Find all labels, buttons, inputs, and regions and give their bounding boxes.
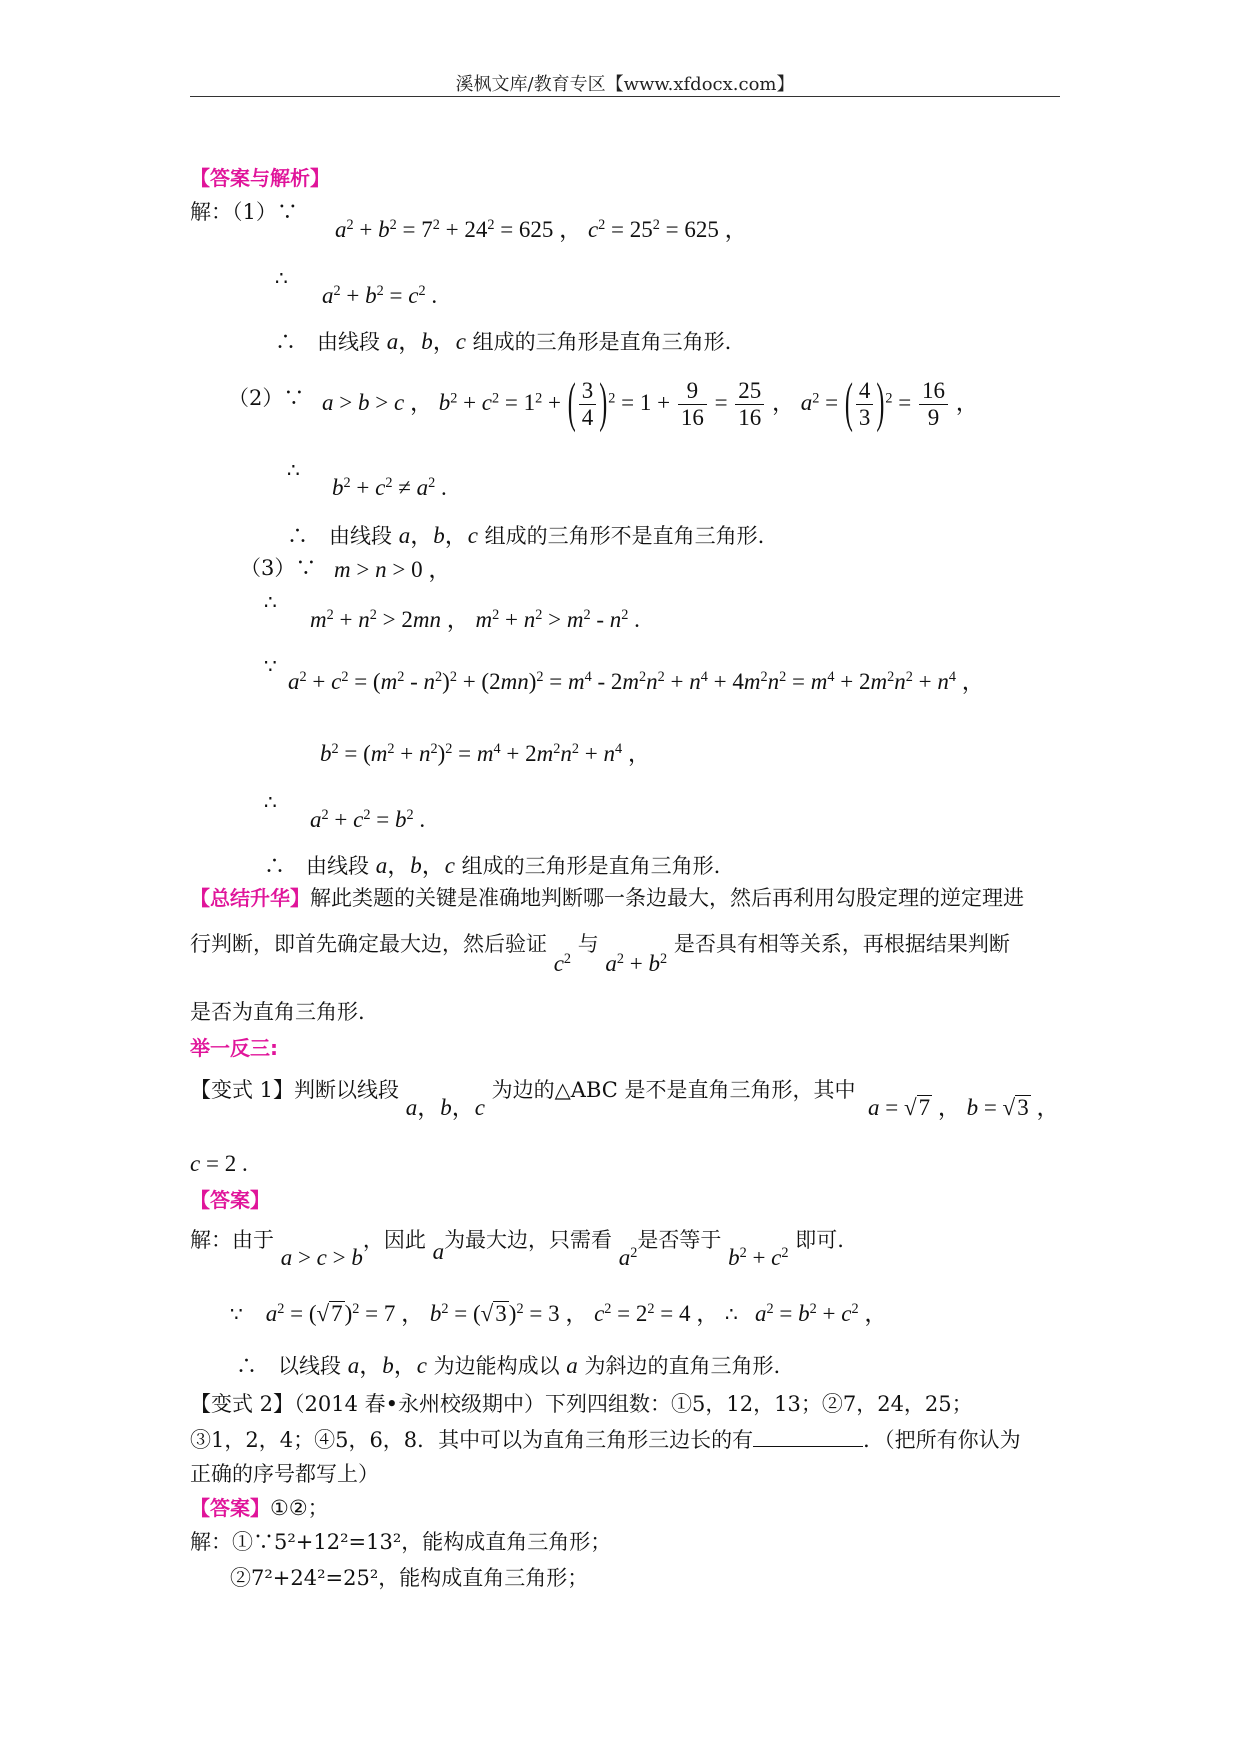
part2-conclusion-equation: $b^2 + c^2 \ne a^2$ . <box>332 475 447 500</box>
answer1-solve-b: ，因此 <box>362 1228 426 1252</box>
part1-intro: 解：（1）∵ <box>190 200 298 224</box>
frac-b-num: 9 <box>678 378 707 405</box>
answer1-solve-e: 即可. <box>795 1228 844 1252</box>
answer1-heading: 【答案】 <box>190 1188 270 1212</box>
answer1-solve-d: 是否等于 <box>637 1228 722 1252</box>
summary-heading: 【总结升华】 <box>190 886 310 910</box>
part3-expansion-b: $b^2 = (m^2 + n^2)^2 = m^4 + 2m^2n^2 + n^4$ ， <box>320 741 651 766</box>
variant1-text-a: 判断以线段 <box>294 1078 400 1102</box>
part1-conclusion-equation: $a^2 + b^2 = c^2$ . <box>322 283 438 308</box>
part3-expansion-ac: $a^2 + c^2 = (m^2 - n^2)^2 + (2mn)^2 = m^4 - 2m^2n^2 + n^4 + 4m^2n^2 = m^4 + 2m^2n^2 + n^4$ ， <box>288 669 985 694</box>
answer2-line <box>190 1496 329 1521</box>
variant2-label: 【变式 2】 <box>190 1392 295 1416</box>
part2-intro: （2）∵ <box>228 386 305 410</box>
frac-d-num: 4 <box>856 378 874 405</box>
answer1-concl-c: 为斜边的直角三角形. <box>584 1354 781 1378</box>
variant2-line-2 <box>190 1428 1021 1453</box>
part3-therefore-1: ∴ <box>264 590 277 614</box>
frac-b-den: 16 <box>680 405 704 431</box>
variant2-text-2b: ．（把所有你认为 <box>863 1428 1021 1452</box>
variant2-text-2a: ③1，2，4；④5，6，8．其中可以为直角三角形三边长的有 <box>190 1428 754 1452</box>
summary-line-3: 是否为直角三角形. <box>190 1000 365 1024</box>
answer1-concl-a: ∴ 以线段 <box>236 1354 341 1378</box>
answer1-concl-b: 为边能构成以 <box>433 1354 560 1378</box>
part3-inequalities: $m^2 + n^2 > 2mn$ ， $m^2 + n^2 > m^2 - n^2$ . <box>310 607 640 632</box>
part3-conclusion: ∴ 由线段 a，b，c 组成的三角形是直角三角形. <box>264 853 721 878</box>
variant1-label: 【变式 1】 <box>190 1078 295 1102</box>
frac-a-den: 4 <box>581 405 594 431</box>
frac-c-num: 25 <box>735 378 764 405</box>
part2-therefore: ∴ <box>287 458 300 482</box>
answer1-solve-c: 为最大边，只需看 <box>444 1228 613 1252</box>
answer2-heading: 【答案】 <box>190 1496 270 1520</box>
part3-because: ∵ <box>264 654 277 678</box>
answer1-solve-a: 解：由于 <box>190 1228 274 1252</box>
part2-conclusion: ∴ 由线段 a，b，c 组成的三角形不是直角三角形. <box>287 523 765 548</box>
part1-conclusion: ∴ 由线段 a，b，c 组成的三角形是直角三角形. <box>275 329 732 354</box>
page-header: 溪枫文库/教育专区【www.xfdocx.com】 <box>455 74 795 95</box>
variant1-line-1: 【变式 1】判断以线段 a，b，c 为边的△ABC 是不是直角三角形，其中 a = √7 ， b = √3 ， <box>190 1078 1060 1120</box>
part1-equation: $a^2 + b^2 = 7^2 + 24^2 = 625$ ， $c^2 = 25^2 = 625$ ， <box>335 217 748 242</box>
part2-equation: a > b > c ， $b^2 + c^2 = 1^2$ + ( $\frac{3}{4}$ )$^2$ = 1 + $\frac{9}{16}$ = $\frac{25}{16}$ ， $a^2$ = ( $\frac{4}{3}$ )$^2$ = $\frac{16}{9}$ ， <box>322 374 979 434</box>
answer1-conclusion: ∴ 以线段 a，b，c 为边能构成以 a 为斜边的直角三角形. <box>236 1353 781 1378</box>
header-divider <box>190 96 1060 97</box>
summary-text-2c: 是否具有相等关系，再根据结果判断 <box>673 932 1010 956</box>
part1-therefore: ∴ <box>275 266 288 290</box>
variant2-line-3: 正确的序号都写上） <box>190 1462 379 1486</box>
summary-text-2a: 行判断，即首先确定最大边，然后验证 <box>190 932 547 956</box>
frac-d-den: 3 <box>858 405 871 431</box>
answer2-value: ①②； <box>270 1496 329 1520</box>
summary-line-2: 行判断，即首先确定最大边，然后验证 $c^2$ 与 $a^2 + b^2$ 是否具有相等关系，再根据结果判断 <box>190 932 1010 976</box>
summary-text-2b: 与 <box>577 932 599 956</box>
practice-heading: 举一反三: <box>190 1036 278 1060</box>
answer1-computation: ∵ $a^2 = (√7)^2 = 7$ ， $b^2 = (√3)^2 = 3$ ， $c^2 = 2^2 = 4$ ， ∴ $a^2 = b^2 + c^2$ ， <box>230 1301 888 1326</box>
answer2-solution-2: ②7²+24²=25²，能构成直角三角形； <box>230 1566 589 1590</box>
variant2-line-1 <box>190 1392 973 1417</box>
part3-conclusion-equation: $a^2 + c^2 = b^2$ . <box>310 807 426 832</box>
part3-therefore-2: ∴ <box>264 790 277 814</box>
frac-a-num: 3 <box>579 378 597 405</box>
answer2-solution-1: 解：①∵5²+12²=13²，能构成直角三角形； <box>190 1530 612 1554</box>
variant2-text-1: （2014 春•永州校级期中）下列四组数：①5，12，13；②7，24，25； <box>294 1392 973 1416</box>
answer-analysis-heading: 【答案与解析】 <box>190 166 330 190</box>
variant1-text-b: 为边的△ABC 是不是直角三角形，其中 <box>491 1078 856 1102</box>
answer-blank[interactable] <box>753 1428 863 1447</box>
part3-intro: （3）∵ <box>240 556 317 580</box>
frac-e-num: 16 <box>919 378 948 405</box>
frac-c-den: 16 <box>738 405 762 431</box>
summary-line-1 <box>190 886 1024 911</box>
variant1-c-value: c = 2 . <box>190 1151 248 1176</box>
frac-e-den: 9 <box>927 405 940 431</box>
part3-condition: m > n > 0 ， <box>334 557 452 582</box>
answer1-solve-line: 解：由于 a > c > b，因此 a为最大边，只需看 $a^2$是否等于 $b^2 + c^2$ 即可. <box>190 1228 844 1270</box>
summary-text-1: 解此类题的关键是准确地判断哪一条边最大，然后再利用勾股定理的逆定理进 <box>310 886 1024 910</box>
